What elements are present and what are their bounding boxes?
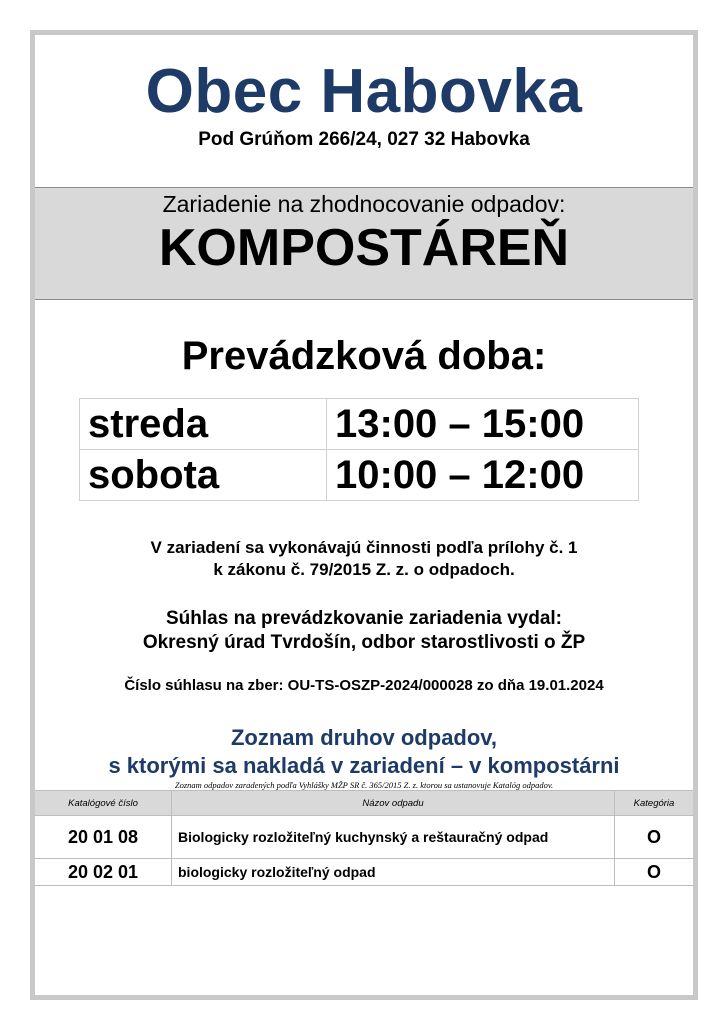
waste-list-note: Zoznam odpadov zaradených podľa Vyhlášky MŽP SR č. 365/2015 Z. z. ktorou sa ustanovuje Katalóg odpadov. [174,780,554,790]
waste-code: 20 01 08 [35,816,172,859]
header [35,35,693,187]
hours-time: 10:00 – 12:00 [327,450,639,501]
hours-row [80,399,639,450]
activities-line-2: k zákonu č. 79/2015 Z. z. o odpadoch. [213,560,515,579]
waste-category: O [615,859,694,886]
hours-row [80,450,639,501]
waste-list-title [35,724,693,780]
facility-title: KOMPOSTÁREŇ [158,219,570,277]
facility-band [35,187,693,300]
waste-list-title-line-2: s ktorými sa nakladá v zariadení – v kompostárni [108,753,620,778]
hours-day: sobota [80,450,327,501]
hours-day: streda [80,399,327,450]
waste-table [35,790,693,886]
activities-line-1: V zariadení sa vykonávajú činnosti podľa prílohy č. 1 [150,538,578,557]
hours-time: 13:00 – 15:00 [327,399,639,450]
opening-hours-title: Prevádzková doba: [181,334,547,378]
waste-code: 20 02 01 [35,859,172,886]
municipality-title: Obec Habovka [145,57,583,126]
waste-name: biologicky rozložiteľný odpad [172,859,615,886]
waste-list-title-line-1: Zoznam druhov odpadov, [230,725,498,750]
facility-subtitle: Zariadenie na zhodnocovanie odpadov: [162,191,566,217]
notice-frame [30,30,698,1000]
consent-number: Číslo súhlasu na zber: OU-TS-OSZP-2024/000028 zo dňa 19.01.2024 [124,677,604,694]
activities-text [35,537,693,581]
waste-name: Biologicky rozložiteľný kuchynský a reštauračný odpad [172,816,615,859]
address: Pod Grúňom 266/24, 027 32 Habovka [198,129,530,150]
header-name: Názov odpadu [172,791,615,816]
consent-text [35,607,693,655]
header-code: Katalógové číslo [35,791,172,816]
waste-table-header [35,791,693,816]
table-row [35,859,693,886]
consent-line-1: Súhlas na prevádzkovanie zariadenia vydal: [166,608,562,629]
header-category: Kategória [615,791,694,816]
table-row [35,816,693,859]
opening-hours-table [79,398,639,501]
waste-category: O [615,816,694,859]
consent-line-2: Okresný úrad Tvrdošín, odbor starostlivosti o ŽP [142,632,586,653]
